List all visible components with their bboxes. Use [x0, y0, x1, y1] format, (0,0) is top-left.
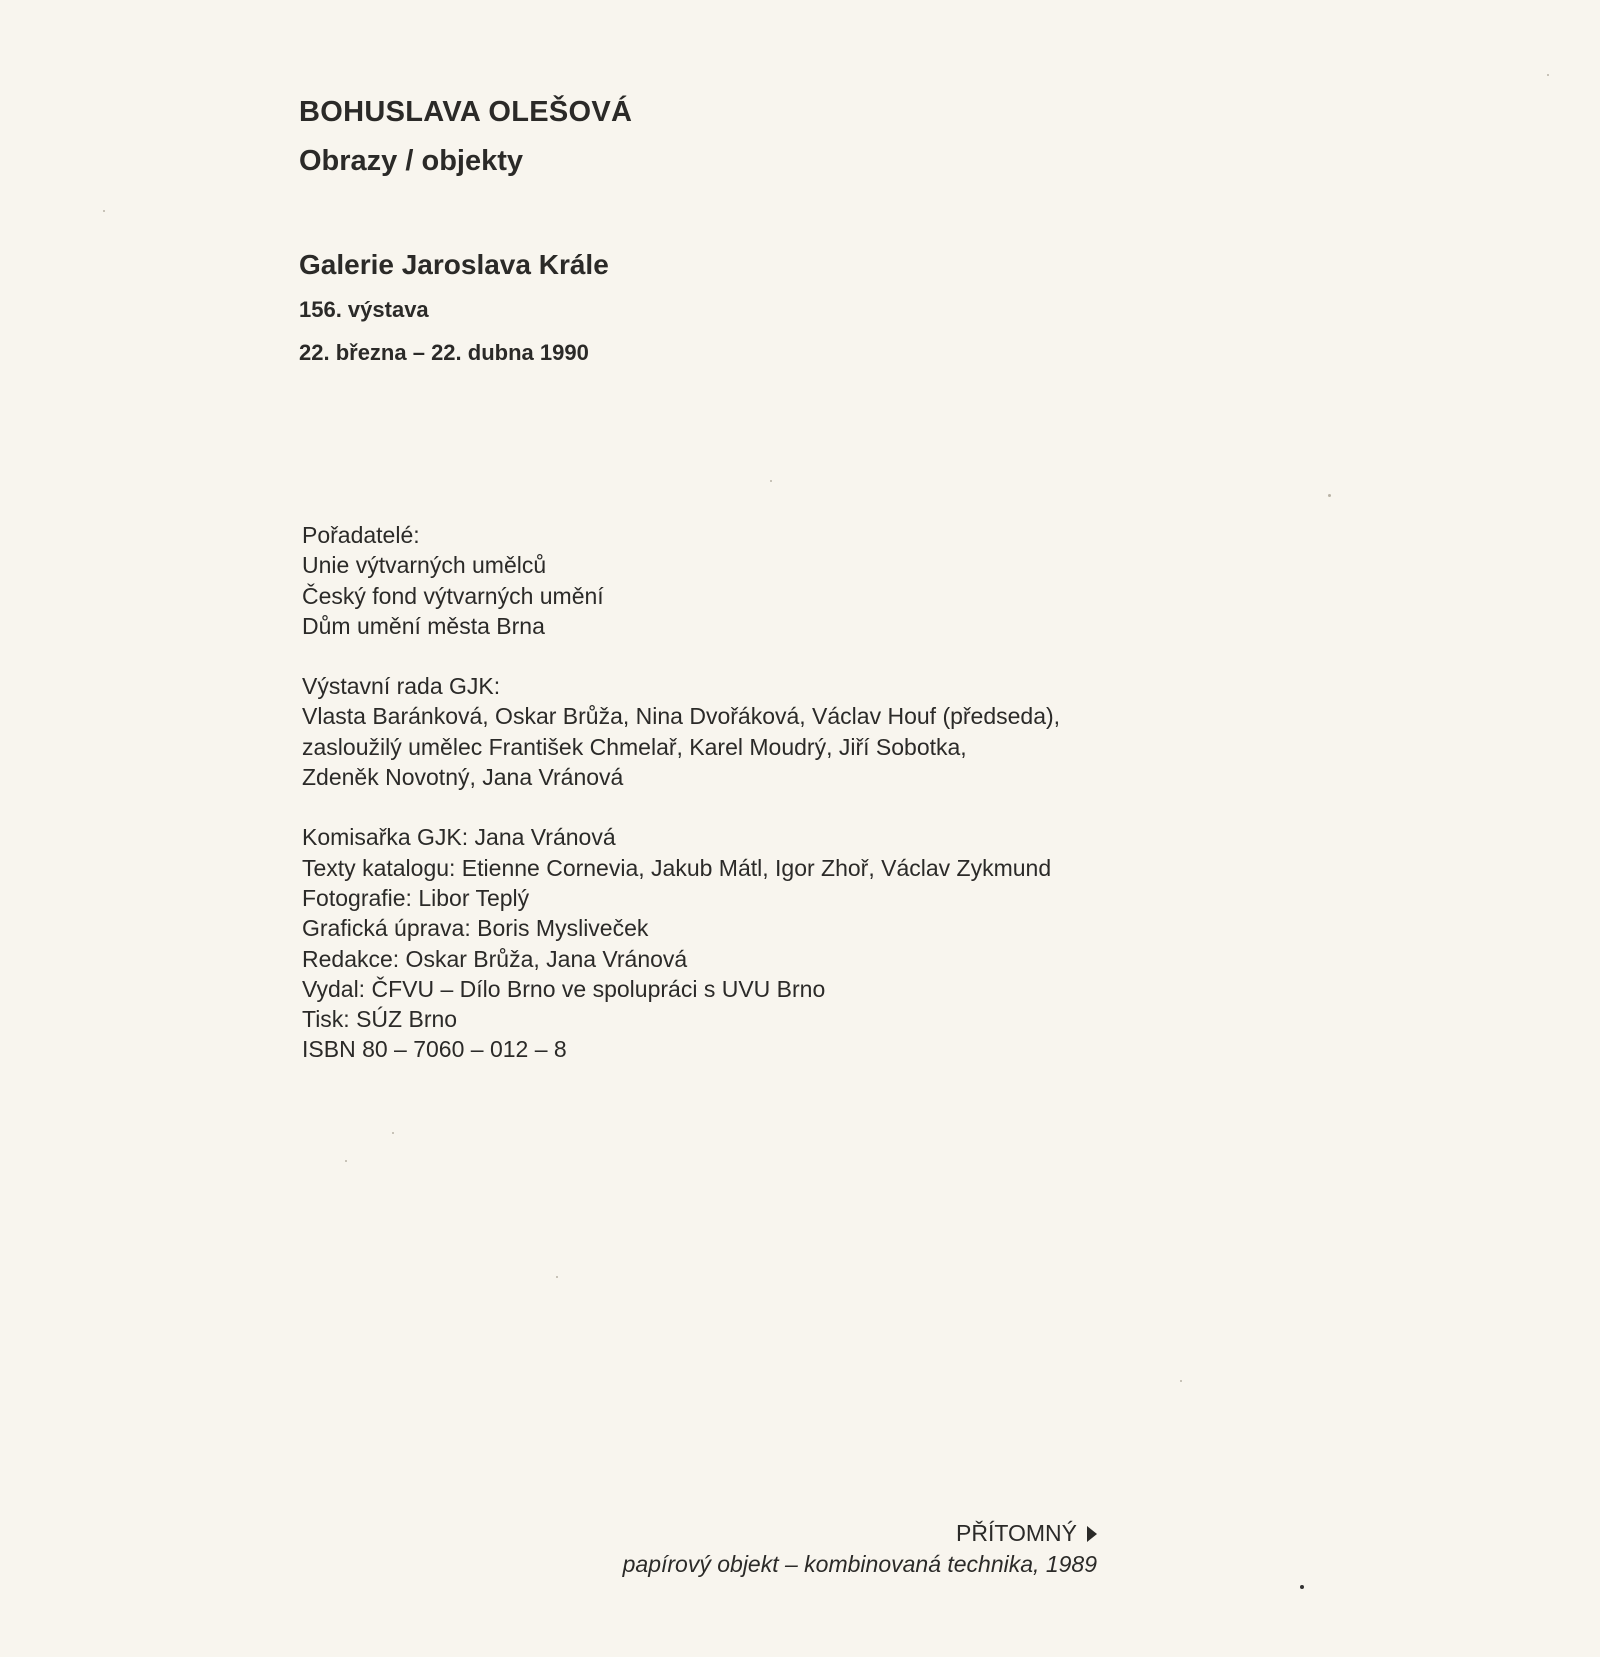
- paper-speck: [1180, 1380, 1182, 1382]
- title-block: [299, 92, 1199, 181]
- paper-speck: [392, 1132, 394, 1134]
- paper-speck: [345, 1160, 347, 1162]
- artwork-caption: [623, 1518, 1097, 1580]
- colophon-line: Vydal: ČFVU – Dílo Brno ve spolupráci s UVU Brno: [302, 975, 826, 1002]
- colophon-line: Fotografie: Libor Teplý: [302, 884, 530, 911]
- colophon-line: Grafická úprava: Boris Myslivеček: [302, 915, 649, 942]
- board-heading: Výstavní rada GJK:: [302, 673, 501, 700]
- paper-speck: [1328, 494, 1331, 497]
- colophon-line: Tisk: SÚZ Brno: [302, 1006, 458, 1033]
- colophon-group: [302, 822, 1302, 1064]
- exhibition-subtitle: Obrazy / objekty: [299, 145, 524, 177]
- exhibition-info: [299, 245, 1199, 368]
- organizers-heading: Pořadatelé:: [302, 522, 420, 548]
- exhibition-dates: 22. března – 22. dubna 1990: [299, 340, 589, 365]
- board-group: [302, 671, 1302, 792]
- artist-name: BOHUSLAVA OLEŠOVÁ: [299, 96, 633, 128]
- paper-speck: [1300, 1585, 1304, 1589]
- board-line: Zdeněk Novotný, Jana Vránová: [302, 764, 624, 791]
- triangle-right-icon: [1087, 1526, 1097, 1542]
- credits-section: [302, 520, 1302, 1095]
- isbn-line: ISBN 80 – 7060 – 012 – 8: [302, 1036, 567, 1063]
- organizer-line: Unie výtvarných umělců: [302, 552, 547, 579]
- paper-speck: [1547, 74, 1549, 76]
- paper-speck: [770, 480, 772, 482]
- paper-speck: [103, 210, 105, 212]
- artwork-description: papírový objekt – kombinovaná technika, 1989: [622, 1551, 1097, 1577]
- exhibition-number: 156. výstava: [299, 297, 429, 322]
- board-line: zasloužilý umělec František Chmelař, Karel Moudrý, Jiří Sobotka,: [302, 733, 967, 760]
- organizers-group: [302, 520, 1302, 641]
- colophon-line: Redakce: Oskar Brůža, Jana Vránová: [302, 945, 688, 972]
- caption-title-row: [623, 1518, 1097, 1549]
- paper-speck: [556, 1276, 558, 1278]
- gallery-name: Galerie Jaroslava Krále: [299, 249, 609, 280]
- organizer-line: Dům umění města Brna: [302, 612, 545, 639]
- board-line: Vlasta Baránková, Oskar Brůža, Nina Dvořáková, Václav Houf (předseda),: [302, 703, 1061, 730]
- colophon-line: Komisařka GJK: Jana Vránová: [302, 824, 616, 851]
- artwork-title: PŘÍTOMNÝ: [956, 1520, 1077, 1546]
- colophon-line: Texty katalogu: Etienne Cornevia, Jakub Mátl, Igor Zhoř, Václav Zykmund: [302, 854, 1052, 881]
- organizer-line: Český fond výtvarných umění: [302, 582, 604, 609]
